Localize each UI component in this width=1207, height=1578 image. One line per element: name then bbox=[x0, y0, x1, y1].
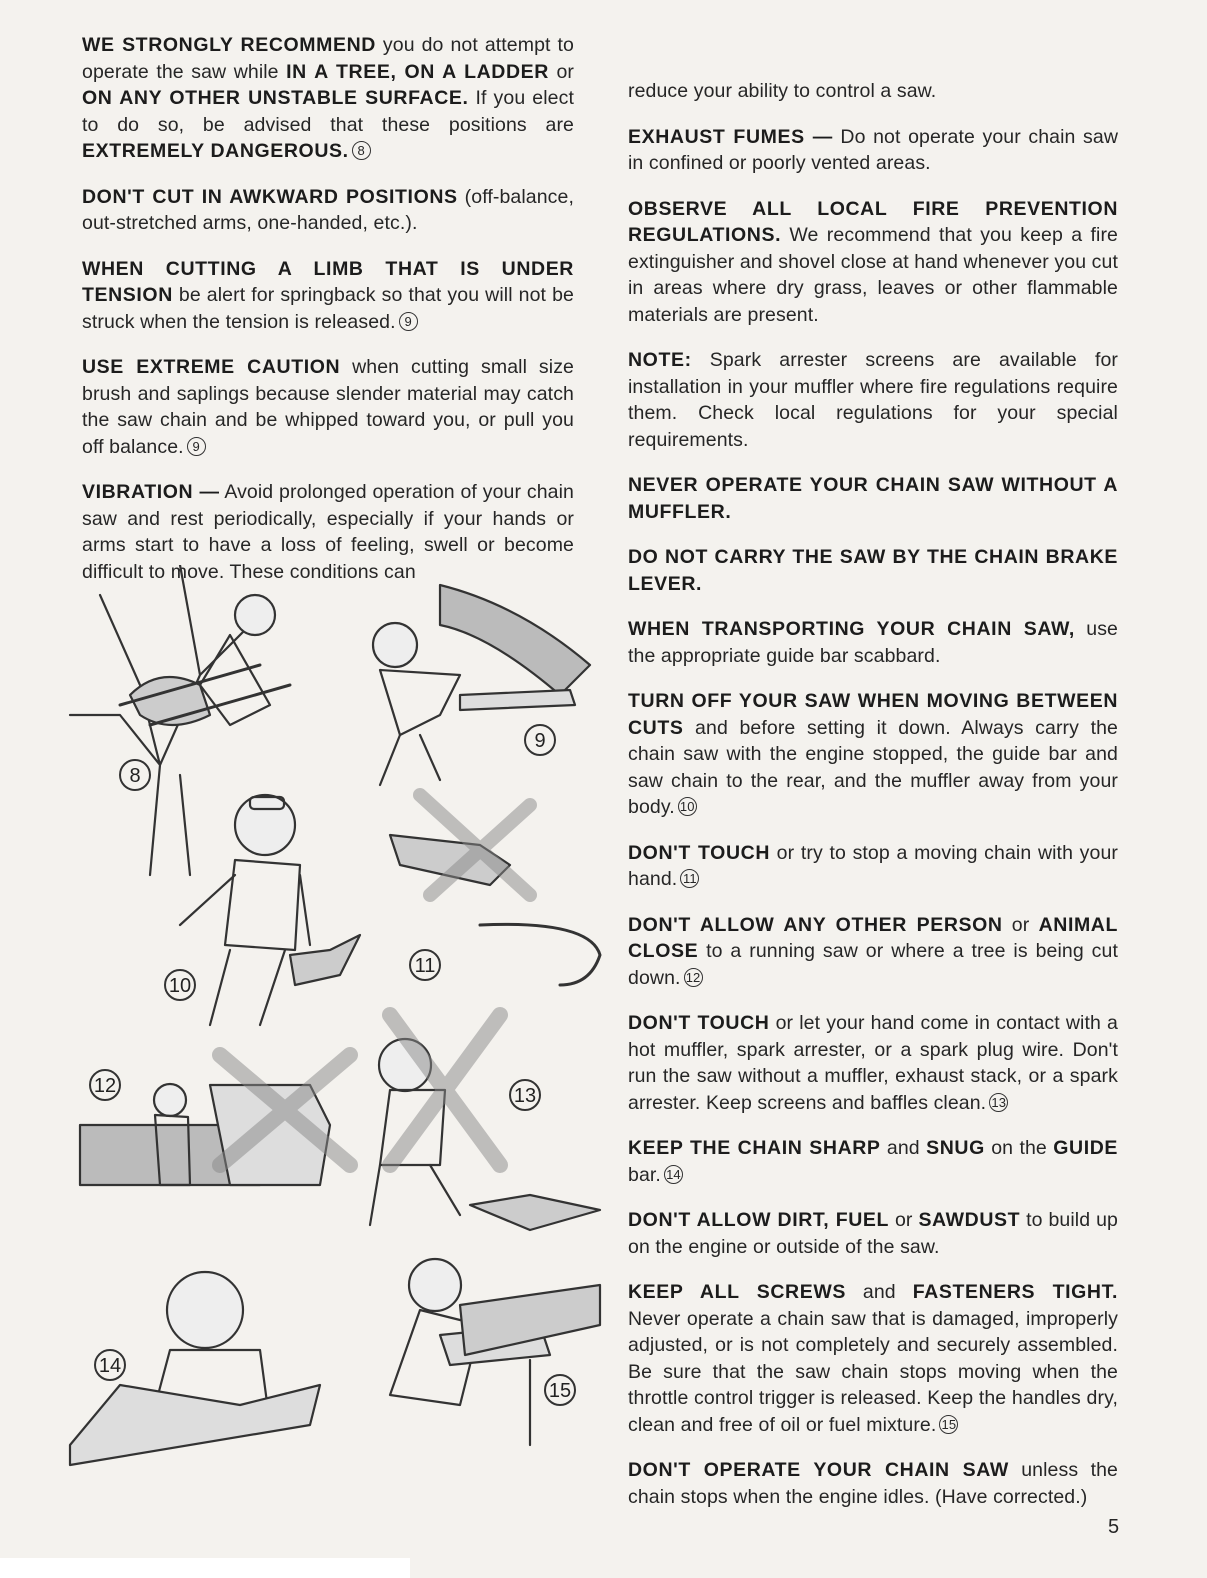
bold-heading-text: DO NOT CARRY THE SAW BY THE CHAIN BRAKE LEVER. bbox=[628, 546, 1118, 595]
figure-reference-12: 12 bbox=[684, 968, 703, 987]
body-text: Never operate a chain saw that is damaged, improperly adjusted, or is not completely and securely assembled. Be sure that the saw chain stops moving when the throttle control trigger is released. Keep the handles dry, clean and free of oil or fuel mixture. bbox=[628, 1307, 1118, 1436]
adjusting-saw-illustration bbox=[390, 1259, 600, 1445]
body-text: to build up on the engine or outside of the saw. bbox=[628, 1209, 1119, 1258]
body-text: reduce your ability to control a saw. bbox=[628, 80, 937, 102]
figure-label-14: 14 bbox=[98, 1355, 122, 1377]
bold-heading-text: DON'T TOUCH bbox=[628, 1012, 770, 1034]
body-text: on the bbox=[984, 1137, 1054, 1159]
paragraph-continuation bbox=[628, 78, 1118, 105]
paragraph-fire bbox=[628, 196, 1118, 329]
body-text: We recommend that you keep a fire extinguisher and shovel close at hand whenever you cut in areas where dry grass, leaves or other flammable materials are present. bbox=[628, 224, 1118, 326]
figure-label-15: 15 bbox=[548, 1380, 572, 1402]
body-text: If you elect to do so, be advised that these positions are bbox=[82, 87, 574, 136]
bold-heading-text: NEVER OPERATE YOUR CHAIN SAW WITHOUT A MUFFLER. bbox=[628, 474, 1118, 523]
bold-heading-text: TURN OFF YOUR SAW WHEN MOVING BETWEEN CUTS bbox=[628, 690, 1118, 739]
bold-heading-text: KEEP ALL SCREWS bbox=[628, 1281, 846, 1303]
springback-illustration bbox=[373, 585, 590, 785]
paragraph-tree-ladder bbox=[82, 32, 574, 165]
body-text: to a running saw or where a tree is being cut down. bbox=[628, 940, 1118, 989]
body-text: when cutting small size brush and saplings because slender material may catch the saw chain and be whipped toward you, or pull you off balance. bbox=[82, 356, 574, 458]
figure-label-10: 10 bbox=[168, 975, 192, 997]
bold-heading-text: SAWDUST bbox=[918, 1209, 1021, 1231]
figure-label-13: 13 bbox=[513, 1085, 537, 1107]
figure-reference-11: 11 bbox=[680, 869, 699, 888]
body-text: or bbox=[548, 60, 574, 83]
bold-heading-text: DON'T CUT IN AWKWARD POSITIONS bbox=[82, 185, 458, 208]
left-text-column bbox=[82, 32, 574, 604]
bold-heading-text: FASTENERS TIGHT. bbox=[912, 1281, 1118, 1303]
body-text: and bbox=[845, 1281, 913, 1303]
body-text: or let your hand come in contact with a hot muffler, spark arrester, or a spark plug wire. Don't run the saw without a muffler, exhaust stack, or a spark arrester. Keep screens and baffles clean. bbox=[628, 1012, 1119, 1114]
figure-label-12: 12 bbox=[93, 1075, 117, 1097]
body-text: use the appropriate guide bar scabbard. bbox=[628, 618, 1118, 667]
scan-edge-strip bbox=[0, 1558, 410, 1578]
right-text-column bbox=[628, 78, 1118, 1529]
figure-label-9: 9 bbox=[534, 730, 546, 752]
body-text: Spark arrester screens are available for installation in your muffler where fire regulations require them. Check local regulations for your special requirements. bbox=[628, 349, 1118, 451]
paragraph-allow-person bbox=[628, 912, 1118, 992]
figure-reference-13: 13 bbox=[989, 1093, 1008, 1112]
paragraph-transport bbox=[628, 616, 1118, 669]
body-text: (off-balance, out-stretched arms, one-handed, etc.). bbox=[82, 185, 574, 234]
bold-heading-text: ANIMAL CLOSE bbox=[628, 913, 1118, 962]
bold-heading-text: WE STRONGLY RECOMMEND bbox=[82, 34, 376, 56]
paragraph-brake bbox=[628, 544, 1118, 597]
bold-heading-text: WHEN CUTTING A LIMB THAT IS UNDER TENSION bbox=[82, 257, 574, 306]
paragraph-touch-muffler bbox=[628, 1010, 1118, 1116]
paragraph-screws bbox=[628, 1279, 1118, 1438]
paragraph-dirt bbox=[628, 1207, 1118, 1260]
carrying-saw-illustration bbox=[180, 795, 360, 1025]
bold-heading-text: DON'T ALLOW DIRT, FUEL bbox=[628, 1209, 890, 1231]
figure-reference-15: 15 bbox=[939, 1415, 958, 1434]
figure-reference-9: 9 bbox=[399, 312, 418, 331]
body-text: Avoid prolonged operation of your chain saw and rest periodically, especially if your hands or arms start to have a loss of feeling, swell or become difficult to move. These conditions can bbox=[82, 481, 574, 583]
page-number: 5 bbox=[1108, 1516, 1120, 1538]
paragraph-caution bbox=[82, 354, 574, 460]
body-text: or bbox=[1002, 913, 1039, 936]
bold-heading-text: USE EXTREME CAUTION bbox=[82, 356, 341, 378]
paragraph-muffler bbox=[628, 472, 1118, 525]
figure-reference-10: 10 bbox=[678, 797, 697, 816]
bold-heading-text: VIBRATION — bbox=[82, 481, 220, 503]
paragraph-idle bbox=[628, 1457, 1118, 1510]
body-text: and bbox=[880, 1137, 927, 1159]
bold-heading-text: DON'T ALLOW ANY OTHER PERSON bbox=[628, 913, 1003, 936]
paragraph-sharp bbox=[628, 1135, 1118, 1188]
paragraph-touch-chain bbox=[628, 840, 1118, 893]
paragraph-turn-off bbox=[628, 688, 1118, 821]
body-text: and before setting it down. Always carry the chain saw with the engine stopped, the guide bar and saw chain to the rear, and the muffler away from your body. bbox=[628, 716, 1118, 818]
bold-heading-text: EXTREMELY DANGEROUS. bbox=[82, 140, 349, 162]
paragraph-awkward bbox=[82, 184, 574, 237]
bold-heading-text: DON'T OPERATE YOUR CHAIN SAW bbox=[628, 1459, 1009, 1481]
body-text: or try to stop a moving chain with your hand. bbox=[628, 841, 1118, 890]
hot-muffler-illustration bbox=[370, 1015, 600, 1230]
bold-heading-text: NOTE: bbox=[628, 349, 692, 371]
bold-heading-text: GUIDE bbox=[1053, 1137, 1119, 1159]
bold-heading-text: SNUG bbox=[926, 1137, 985, 1159]
figure-reference-14: 14 bbox=[664, 1165, 683, 1184]
body-text: be alert for springback so that you will not be struck when the tension is released. bbox=[82, 284, 574, 333]
bold-heading-text: OBSERVE ALL LOCAL FIRE PREVENTION REGULATIONS. bbox=[628, 197, 1118, 246]
bold-heading-text: KEEP THE CHAIN SHARP bbox=[628, 1137, 881, 1159]
body-text: Do not operate your chain saw in confined or poorly vented areas. bbox=[628, 125, 1119, 174]
person-and-dog-illustration bbox=[80, 1055, 350, 1185]
figure-reference-9: 9 bbox=[187, 437, 206, 456]
bold-heading-text: IN A TREE, ON A LADDER bbox=[286, 60, 549, 83]
bold-heading-text: WHEN TRANSPORTING YOUR CHAIN SAW, bbox=[628, 618, 1075, 640]
figure-label-8: 8 bbox=[129, 765, 141, 787]
bold-heading-text: EXHAUST FUMES — bbox=[628, 125, 833, 148]
paragraph-tension bbox=[82, 256, 574, 336]
paragraph-exhaust bbox=[628, 124, 1118, 177]
bold-heading-text: DON'T TOUCH bbox=[628, 841, 771, 864]
figure-reference-8: 8 bbox=[352, 141, 371, 160]
figure-label-11: 11 bbox=[414, 955, 436, 977]
body-text: unless the chain stops when the engine idles. (Have corrected.) bbox=[628, 1459, 1118, 1508]
body-text: you do not attempt to operate the saw while bbox=[82, 34, 574, 83]
safety-illustrations bbox=[60, 565, 615, 1485]
paragraph-note bbox=[628, 347, 1118, 453]
body-text: or bbox=[889, 1209, 919, 1231]
body-text: bar. bbox=[628, 1163, 661, 1186]
bold-heading-text: ON ANY OTHER UNSTABLE SURFACE. bbox=[82, 87, 469, 109]
